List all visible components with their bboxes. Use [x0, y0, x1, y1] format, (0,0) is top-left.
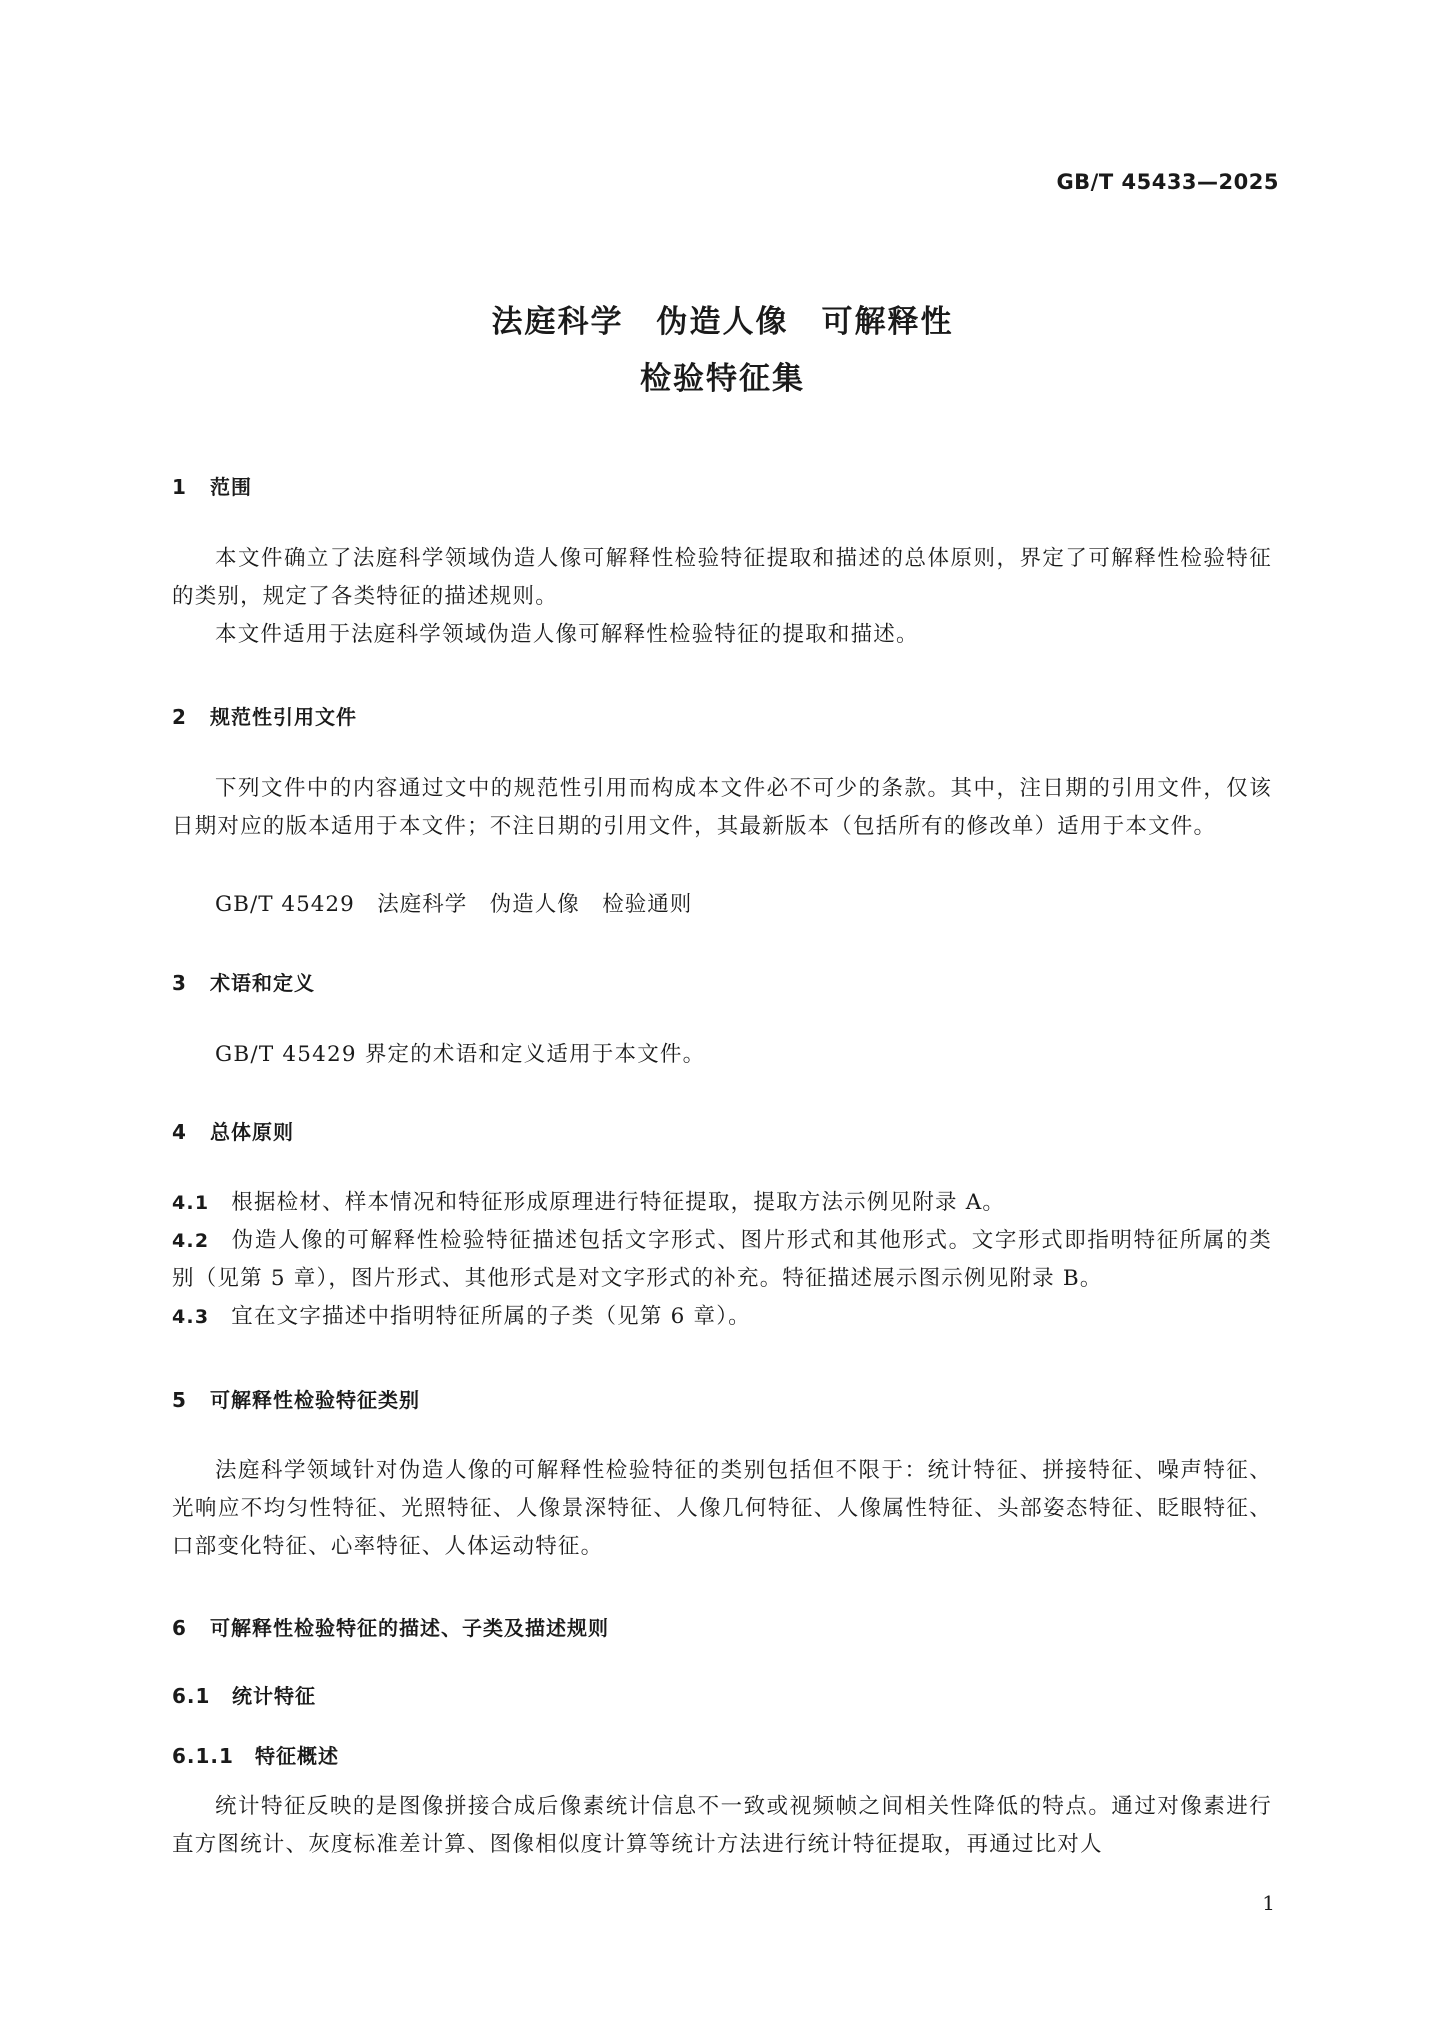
section-3-paragraph-1: GB/T 45429 界定的术语和定义适用于本文件。 [215, 1042, 706, 1067]
section-1-paragraph-2: 本文件适用于法庭科学领域伪造人像可解释性检验特征的提取和描述。 [215, 622, 919, 647]
section-6-1-1-paragraph-1: 统计特征反映的是图像拼接合成后像素统计信息不一致或视频帧之间相关性降低的特点。通过对像素进行直方图统计、灰度标准差计算、图像相似度计算等统计方法进行统计特征提取，再通过比对人 [172, 1794, 1272, 1857]
section-number: 3 [172, 971, 187, 995]
section-number: 2 [172, 705, 187, 729]
clause-number: 4.1 [172, 1192, 210, 1214]
clause-4-1 [172, 1184, 1272, 1222]
section-2-paragraph-1: 下列文件中的内容通过文中的规范性引用而构成本文件必不可少的条款。其中，注日期的引用文件，仅该日期对应的版本适用于本文件；不注日期的引用文件，其最新版本（包括所有的修改单）适用于本文件。 [172, 776, 1272, 839]
section-number: 6 [172, 1616, 187, 1640]
clause-4-2 [172, 1222, 1272, 1298]
section-number: 6.1.1 [172, 1744, 234, 1768]
section-title: 可解释性检验特征类别 [210, 1388, 420, 1412]
document-title-line1: 法庭科学 伪造人像 可解释性 [491, 304, 954, 340]
section-1-paragraph-1: 本文件确立了法庭科学领域伪造人像可解释性检验特征提取和描述的总体原则，界定了可解释性检验特征的类别，规定了各类特征的描述规则。 [172, 546, 1272, 609]
section-title: 统计特征 [232, 1684, 316, 1708]
page-number: 1 [1262, 1891, 1275, 1915]
section-2-heading [172, 701, 357, 730]
clause-number: 4.3 [172, 1306, 210, 1328]
clause-text: 伪造人像的可解释性检验特征描述包括文字形式、图片形式和其他形式。文字形式即指明特征所属的类别（见第 5 章），图片形式、其他形式是对文字形式的补充。特征描述展示图示例见附录 B。 [172, 1228, 1272, 1291]
clause-text: 宜在文字描述中指明特征所属的子类（见第 6 章）。 [231, 1304, 751, 1329]
clause-text: 根据检材、样本情况和特征形成原理进行特征提取，提取方法示例见附录 A。 [231, 1190, 1006, 1215]
section-4-heading [172, 1116, 294, 1145]
section-number: 1 [172, 475, 187, 499]
section-1-heading [172, 471, 252, 500]
document-title-line2: 检验特征集 [640, 361, 805, 397]
section-5-paragraph-1: 法庭科学领域针对伪造人像的可解释性检验特征的类别包括但不限于：统计特征、拼接特征、噪声特征、光响应不均匀性特征、光照特征、人像景深特征、人像几何特征、人像属性特征、头部姿态特征、眨眼特征、口部变化特征、心率特征、人体运动特征。 [172, 1458, 1272, 1559]
section-title: 规范性引用文件 [210, 705, 357, 729]
section-6-heading [172, 1612, 609, 1641]
section-title: 总体原则 [210, 1120, 294, 1144]
section-3-heading [172, 967, 315, 996]
subsection-6-1-heading [172, 1680, 316, 1709]
normative-reference: GB/T 45429 法庭科学 伪造人像 检验通则 [215, 892, 693, 917]
section-number: 5 [172, 1388, 187, 1412]
clause-number: 4.2 [172, 1230, 210, 1252]
clause-4-3 [172, 1298, 1272, 1336]
section-5-heading [172, 1384, 420, 1413]
section-number: 6.1 [172, 1684, 211, 1708]
section-title: 术语和定义 [210, 971, 315, 995]
standard-number: GB/T 45433—2025 [1056, 170, 1279, 194]
subsection-6-1-1-heading [172, 1740, 339, 1769]
section-title: 可解释性检验特征的描述、子类及描述规则 [210, 1616, 609, 1640]
section-title: 范围 [210, 475, 252, 499]
section-number: 4 [172, 1120, 187, 1144]
section-title: 特征概述 [255, 1744, 339, 1768]
